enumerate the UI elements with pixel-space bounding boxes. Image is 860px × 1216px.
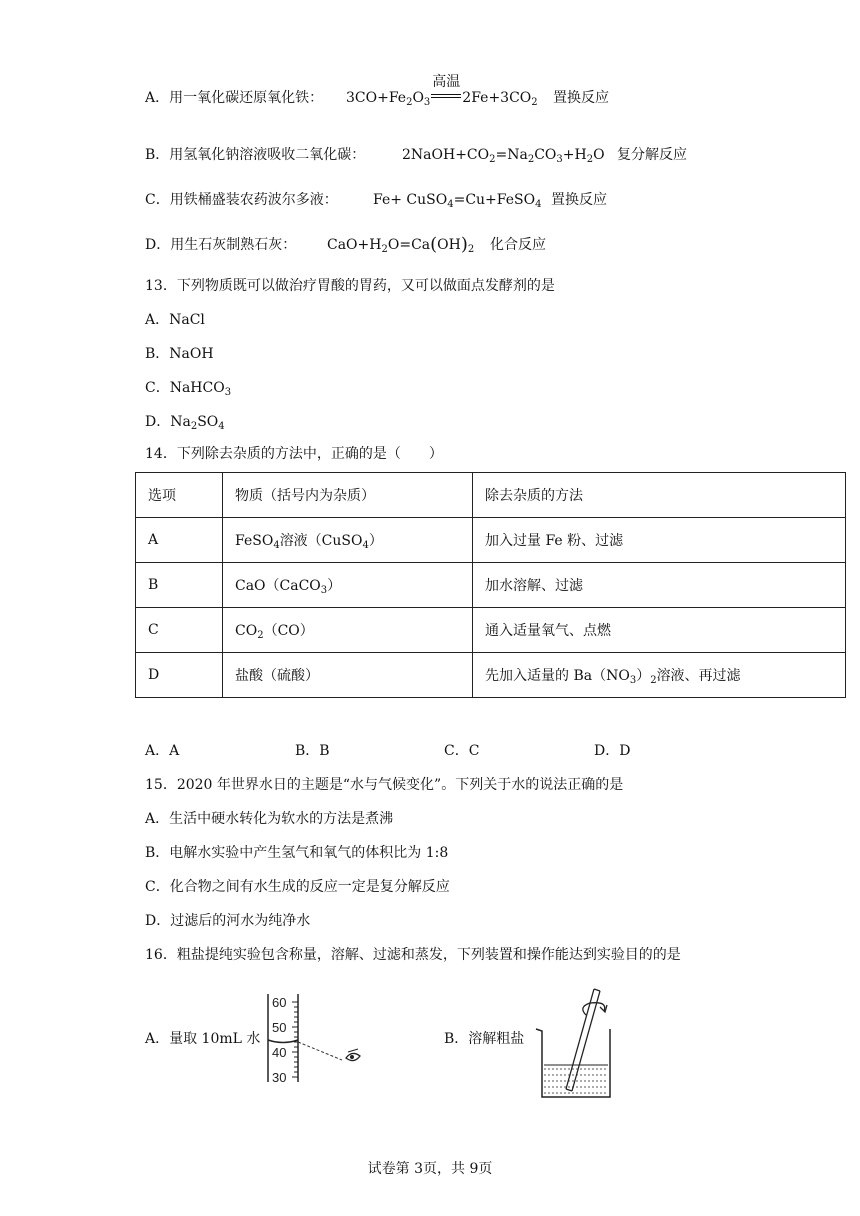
table-cell-option: D <box>136 653 223 698</box>
q15-option-d: D．过滤后的河水为纯净水 <box>145 913 311 929</box>
table-header-cell: 选项 <box>136 473 223 518</box>
table-row <box>136 608 846 653</box>
q12-c-type: 置换反应 <box>551 192 607 208</box>
q12-option-d: D．用生石灰制熟石灰： <box>145 237 297 253</box>
q12-b-equation: $2NaOH+CO_2=Na_2CO_3+H_2O$ <box>402 147 605 165</box>
q12-a-type: 置换反应 <box>553 90 609 106</box>
q15-option-c: C．化合物之间有水生成的反应一定是复分解反应 <box>145 879 450 895</box>
q15-stem: 15．2020 年世界水日的主题是“水与气候变化”。下列关于水的说法正确的是 <box>145 777 624 793</box>
table-row <box>136 518 846 563</box>
q12-a-equation: $3CO+Fe_2O_3$ 高温 $2Fe+3CO_2$ <box>346 74 538 108</box>
q12-option-c: C．用铁桶盛装农药波尔多液： <box>145 192 338 208</box>
table-cell-option: B <box>136 563 223 608</box>
cylinder-tick-label: 50 <box>272 1020 287 1035</box>
table-cell-method: 通入适量氧气、点燃 <box>473 608 846 653</box>
q14-option-d: D．D <box>594 743 631 759</box>
q13-stem: 13．下列物质既可以做治疗胃酸的胃药，又可以做面点发酵剂的是 <box>145 278 555 294</box>
table-cell-substance: CaO（CaCO$_3$） <box>223 563 473 608</box>
table-cell-substance: 盐酸（硫酸） <box>223 653 473 698</box>
table-cell-method: 加水溶解、过滤 <box>473 563 846 608</box>
q13-option-c: C．NaHCO$_3$ <box>145 380 232 398</box>
q14-table <box>135 472 846 698</box>
table-header-cell: 除去杂质的方法 <box>473 473 846 518</box>
cylinder-tick-label: 40 <box>272 1045 287 1060</box>
table-header-cell: 物质（括号内为杂质） <box>223 473 473 518</box>
eye-icon <box>346 1049 360 1061</box>
q12-a-text: A．用一氧化碳还原氧化铁： <box>145 90 324 106</box>
sight-line <box>298 1042 342 1060</box>
cylinder-tick-label: 30 <box>272 1070 287 1085</box>
q14-stem: 14．下列除去杂质的方法中，正确的是（ ） <box>145 446 443 462</box>
q15-option-a: A．生活中硬水转化为软水的方法是煮沸 <box>145 811 394 827</box>
page-footer: 试卷第 3页，共 9页 <box>367 1161 493 1177</box>
q14-option-b: B．B <box>295 743 330 759</box>
liquid-meniscus <box>268 1040 298 1043</box>
q16-option-b: B．溶解粗盐 <box>444 1031 525 1047</box>
graduated-cylinder-figure <box>262 990 372 1086</box>
table-cell-substance: $CO_2(CO)$ <box>223 608 473 653</box>
table-cell-option: C <box>136 608 223 653</box>
reaction-condition: 高温 <box>430 88 462 108</box>
q16-option-a: A．量取 10mL 水 <box>145 1031 261 1047</box>
cylinder-tick-label: 60 <box>272 995 287 1010</box>
table-cell-option: A <box>136 518 223 563</box>
stirring-rod <box>566 989 600 1091</box>
q12-b-type: 复分解反应 <box>617 147 687 163</box>
table-cell-substance: FeSO$_4$溶液（CuSO$_4$） <box>223 518 473 563</box>
q13-option-d: D．$Na_2SO_4$ <box>145 414 225 432</box>
table-cell-method: 先加入适量的 $Ba(NO_3)_2$溶液、再过滤 <box>473 653 846 698</box>
table-cell-method: 加入过量 Fe 粉、过滤 <box>473 518 846 563</box>
beaker-figure <box>530 985 630 1103</box>
q12-d-type: 化合反应 <box>490 237 546 253</box>
q14-option-a: A．A <box>145 743 180 759</box>
q15-option-b: B．电解水实验中产生氢气和氧气的体积比为 1:8 <box>145 845 449 861</box>
q12-option-b: B．用氢氧化钠溶液吸收二氧化碳： <box>145 147 366 163</box>
q13-option-b: B．NaOH <box>145 346 214 362</box>
q12-d-equation: $CaO+H_2O=Ca(OH)_2$ <box>327 234 475 255</box>
table-row <box>136 653 846 698</box>
q12-option-a <box>145 88 323 108</box>
q16-stem: 16．粗盐提纯实验包含称量，溶解、过滤和蒸发，下列装置和操作能达到实验目的的是 <box>145 947 681 963</box>
q12-c-equation: Fe+ CuSO$_4$=Cu+FeSO$_4$ <box>373 192 542 210</box>
table-row <box>136 563 846 608</box>
q14-option-c: C．C <box>444 743 480 759</box>
q13-option-a: A．NaCl <box>145 312 205 328</box>
table-header-row <box>136 473 846 518</box>
